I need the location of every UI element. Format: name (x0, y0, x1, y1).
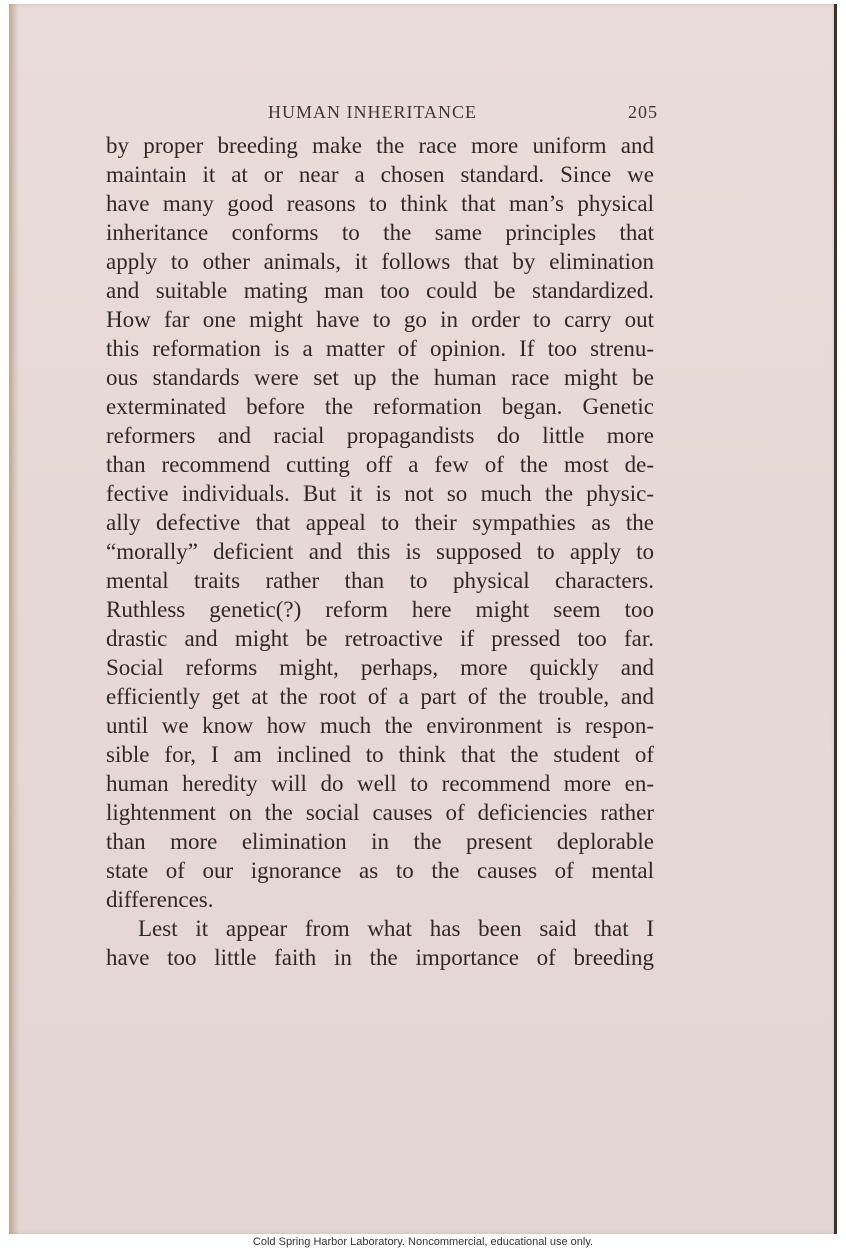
text-line: reformers and racial propagandists do little more (106, 423, 654, 448)
running-title: HUMAN INHERITANCE (268, 102, 478, 122)
text-line: human heredity will do well to recommend more en- (106, 771, 654, 796)
text-line: exterminated before the reformation began. Genetic (106, 394, 654, 419)
text-line: fective individuals. But it is not so much the physic- (106, 481, 654, 506)
text-line: How far one might have to go in order to carry out (106, 307, 654, 332)
text-line: lightenment on the social causes of deficiencies rather (106, 800, 654, 825)
text-line: have too little faith in the importance of breeding (106, 945, 654, 970)
text-line: sible for, I am inclined to think that the student of (106, 742, 654, 767)
text-line: by proper breeding make the race more uniform and (106, 133, 654, 158)
text-line: ous standards were set up the human race might be (106, 365, 654, 390)
text-line: and suitable mating man too could be standardized. (106, 278, 654, 303)
text-line: Social reforms might, perhaps, more quickly and (106, 655, 654, 680)
text-line: Ruthless genetic(?) reform here might seem too (106, 597, 654, 622)
text-line: mental traits rather than to physical characters. (106, 568, 654, 593)
text-line: maintain it at or near a chosen standard. Since we (106, 162, 654, 187)
text-line: Lest it appear from what has been said that I (138, 916, 654, 941)
text-line: “morally” deficient and this is supposed to apply to (106, 539, 654, 564)
text-line: this reformation is a matter of opinion. If too strenu- (106, 336, 654, 361)
text-line: apply to other animals, it follows that by elimination (106, 249, 654, 274)
text-line: state of our ignorance as to the causes of mental (106, 858, 654, 883)
running-head (112, 102, 658, 128)
text-line: until we know how much the environment is respon- (106, 713, 654, 738)
text-line: have many good reasons to think that man’s physical (106, 191, 654, 216)
text-line: than more elimination in the present deplorable (106, 829, 654, 854)
text-line: drastic and might be retroactive if pressed too far. (106, 626, 654, 651)
page-right-edge (834, 4, 837, 1234)
text-line: than recommend cutting off a few of the most de- (106, 452, 654, 477)
text-line: ally defective that appeal to their sympathies as the (106, 510, 654, 535)
body-text (106, 131, 654, 972)
text-line: inheritance conforms to the same principles that (106, 220, 654, 245)
footer-credit: Cold Spring Harbor Laboratory. Noncommercial, educational use only. (252, 1236, 594, 1248)
text-line: efficiently get at the root of a part of the trouble, and (106, 684, 654, 709)
page-binding-shadow (9, 4, 19, 1234)
page-number: 205 (628, 102, 658, 122)
text-line: differences. (106, 887, 214, 912)
